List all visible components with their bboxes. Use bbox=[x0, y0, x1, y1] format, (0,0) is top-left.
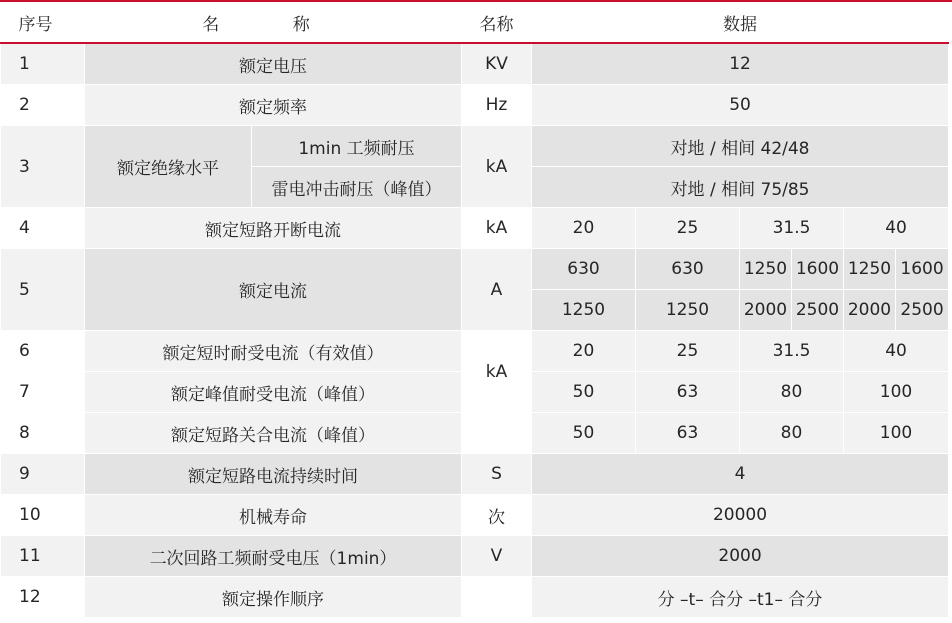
row-value: 20 bbox=[532, 331, 636, 372]
table-row bbox=[1, 85, 949, 126]
row-name: 额定电压 bbox=[85, 43, 462, 85]
row-value: 25 bbox=[636, 208, 740, 249]
row-value: 630 bbox=[532, 249, 636, 290]
row-value: 40 bbox=[844, 331, 949, 372]
row-unit bbox=[462, 413, 532, 454]
row-value: 25 bbox=[636, 331, 740, 372]
row-value: 对地 / 相间 42/48 bbox=[532, 126, 949, 167]
row-unit: V bbox=[462, 536, 532, 577]
table-row bbox=[1, 331, 949, 372]
row-value: 80 bbox=[740, 413, 844, 454]
row-unit bbox=[462, 577, 532, 618]
row-value: 1250 bbox=[636, 290, 740, 331]
header-index: 序号 bbox=[1, 2, 85, 43]
row-value: 31.5 bbox=[740, 331, 844, 372]
row-index: 3 bbox=[1, 126, 85, 208]
row-index: 2 bbox=[1, 85, 85, 126]
row-name: 额定操作顺序 bbox=[85, 577, 462, 618]
row-value: 630 bbox=[636, 249, 740, 290]
row-name: 额定短路开断电流 bbox=[85, 208, 462, 249]
row-value: 1600 bbox=[896, 249, 949, 290]
row-unit: S bbox=[462, 454, 532, 495]
row-index: 4 bbox=[1, 208, 85, 249]
row-value: 50 bbox=[532, 85, 949, 126]
table-row bbox=[1, 577, 949, 618]
row-name: 额定频率 bbox=[85, 85, 462, 126]
row-index: 7 bbox=[1, 372, 85, 413]
row-value: 31.5 bbox=[740, 208, 844, 249]
row-index: 1 bbox=[1, 43, 85, 85]
row-value: 63 bbox=[636, 413, 740, 454]
header-unit: 名称 bbox=[462, 2, 532, 43]
row-name: 机械寿命 bbox=[85, 495, 462, 536]
row-unit: 次 bbox=[462, 495, 532, 536]
row-value: 2500 bbox=[896, 290, 949, 331]
row-index: 9 bbox=[1, 454, 85, 495]
row-value: 40 bbox=[844, 208, 949, 249]
table-row bbox=[1, 495, 949, 536]
row-unit: kA bbox=[462, 126, 532, 208]
row-value: 1600 bbox=[792, 249, 844, 290]
header-data: 数据 bbox=[532, 2, 949, 43]
row-subname: 雷电冲击耐压（峰值） bbox=[252, 167, 462, 208]
row-unit: A bbox=[462, 249, 532, 331]
row-unit: Hz bbox=[462, 85, 532, 126]
table-row bbox=[1, 413, 949, 454]
row-unit: kA bbox=[462, 331, 532, 413]
table-row bbox=[1, 208, 949, 249]
table-row bbox=[1, 126, 949, 167]
row-value: 2000 bbox=[740, 290, 792, 331]
row-index: 10 bbox=[1, 495, 85, 536]
header-name: 名 称 bbox=[85, 2, 462, 43]
row-name: 额定短时耐受电流（有效值） bbox=[85, 331, 462, 372]
row-value: 20 bbox=[532, 208, 636, 249]
row-value: 12 bbox=[532, 43, 949, 85]
row-subname: 1min 工频耐压 bbox=[252, 126, 462, 167]
row-value: 50 bbox=[532, 413, 636, 454]
row-value: 1250 bbox=[532, 290, 636, 331]
row-index: 8 bbox=[1, 413, 85, 454]
row-value: 2500 bbox=[792, 290, 844, 331]
table-header bbox=[1, 2, 949, 43]
row-value: 100 bbox=[844, 372, 949, 413]
row-value: 1250 bbox=[844, 249, 896, 290]
row-name: 二次回路工频耐受电压（1min） bbox=[85, 536, 462, 577]
row-value: 100 bbox=[844, 413, 949, 454]
row-name: 额定绝缘水平 bbox=[85, 126, 252, 208]
row-value: 63 bbox=[636, 372, 740, 413]
row-index: 11 bbox=[1, 536, 85, 577]
row-value: 80 bbox=[740, 372, 844, 413]
row-name: 额定短路关合电流（峰值） bbox=[85, 413, 462, 454]
row-value: 50 bbox=[532, 372, 636, 413]
row-name: 额定峰值耐受电流（峰值） bbox=[85, 372, 462, 413]
row-index: 5 bbox=[1, 249, 85, 331]
row-index: 12 bbox=[1, 577, 85, 618]
table-row bbox=[1, 43, 949, 85]
spec-table bbox=[0, 2, 949, 618]
row-value: 2000 bbox=[844, 290, 896, 331]
table-row bbox=[1, 454, 949, 495]
table-row bbox=[1, 249, 949, 290]
row-value: 1250 bbox=[740, 249, 792, 290]
row-value: 4 bbox=[532, 454, 949, 495]
row-index: 6 bbox=[1, 331, 85, 372]
table-row bbox=[1, 536, 949, 577]
row-name: 额定短路电流持续时间 bbox=[85, 454, 462, 495]
row-unit: KV bbox=[462, 43, 532, 85]
row-name: 额定电流 bbox=[85, 249, 462, 331]
row-value: 20000 bbox=[532, 495, 949, 536]
row-unit: kA bbox=[462, 208, 532, 249]
row-value: 2000 bbox=[532, 536, 949, 577]
row-value: 分 –t– 合分 –t1– 合分 bbox=[532, 577, 949, 618]
row-value: 对地 / 相间 75/85 bbox=[532, 167, 949, 208]
